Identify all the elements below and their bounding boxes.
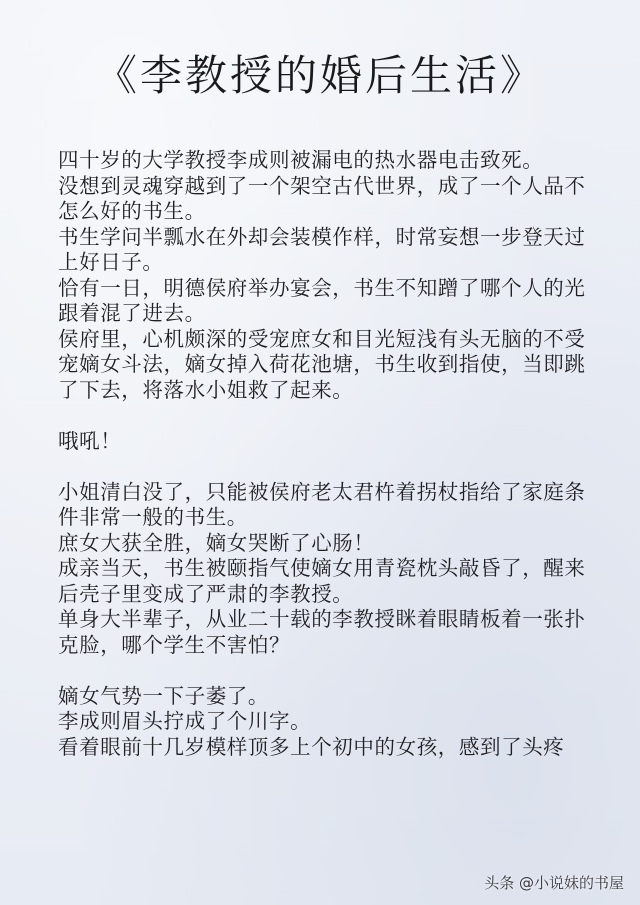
paragraph: 庶女大获全胜，嫡女哭断了心肠！ <box>58 530 375 555</box>
paragraph: 嫡女气势一下子萎了。 <box>58 683 269 708</box>
paragraph: 哦吼！ <box>58 428 122 453</box>
paragraph-gap <box>58 454 598 480</box>
paragraph: 侯府里，心机颇深的受宠庶女和目光短浅有头无脑的不受宠嫡女斗法，嫡女掉入荷花池塘，书生收到指使，当即跳了下去，将落水小姐救了起来。 <box>58 326 586 402</box>
story-body <box>58 148 598 760</box>
paragraph: 看着眼前十几岁模样顶多上个初中的女孩，感到了头疼 <box>58 734 565 759</box>
source-watermark: 头条 @小说妹的书屋 <box>484 874 624 892</box>
paragraph: 书生学问半瓢水在外却会装模作样，时常妄想一步登天过上好日子。 <box>58 224 586 274</box>
paragraph: 没想到灵魂穿越到了一个架空古代世界，成了一个人品不怎么好的书生。 <box>58 173 586 223</box>
page-title: 《李教授的婚后生活》 <box>94 51 545 100</box>
paragraph-gap <box>58 658 598 684</box>
paragraph-gap <box>58 403 598 429</box>
paragraph: 四十岁的大学教授李成则被漏电的热水器电击致死。 <box>58 148 544 172</box>
paragraph: 单身大半辈子，从业二十载的李教授眯着眼睛板着一张扑克脸，哪个学生不害怕？ <box>58 607 586 657</box>
paragraph: 李成则眉头拧成了个川字。 <box>58 709 312 733</box>
paragraph: 小姐清白没了，只能被侯府老太君杵着拐杖指给了家庭条件非常一般的书生。 <box>58 479 586 529</box>
paragraph: 恰有一日，明德侯府举办宴会，书生不知蹭了哪个人的光跟着混了进去。 <box>58 275 586 325</box>
paragraph: 成亲当天，书生被颐指气使嫡女用青瓷枕头敲昏了，醒来后壳子里变成了严肃的李教授。 <box>58 556 586 606</box>
